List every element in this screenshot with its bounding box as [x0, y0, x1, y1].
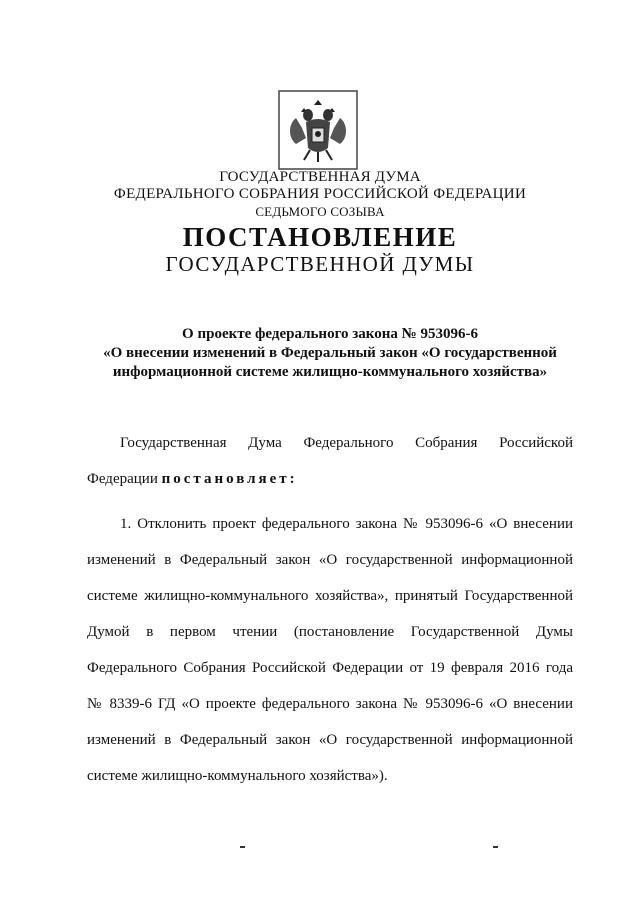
intro-paragraph [87, 425, 573, 497]
item-line: Думой в первом чтении (постановление Государственной Думы [87, 624, 573, 640]
intro-line-2-start: Федерации [87, 471, 158, 487]
header-line-1: ГОСУДАРСТВЕННАЯ ДУМА [219, 169, 421, 185]
subject-line-3: информационной системе жилищно-коммунального хозяйства» [112, 364, 548, 380]
intro-line-1: Государственная Дума Федерального Собрания Российской [120, 435, 573, 451]
item-line: изменений в Федеральный закон «О государственной информационной [87, 732, 573, 748]
item-line: изменений в Федеральный закон «О государственной информационной [87, 552, 573, 568]
item-line: 1. Отклонить проект федерального закона № 953096-6 «О внесении [120, 516, 573, 532]
header-line-2: ФЕДЕРАЛЬНОГО СОБРАНИЯ РОССИЙСКОЙ ФЕДЕРАЦИИ [113, 186, 527, 202]
intro-line-2 [87, 461, 573, 497]
header-line-3: СЕДЬМОГО СОЗЫВА [255, 204, 385, 219]
document-title: ПОСТАНОВЛЕНИЕ [182, 222, 458, 252]
document-subtitle: ГОСУДАРСТВЕННОЙ ДУМЫ [165, 252, 475, 276]
scan-mark [240, 846, 245, 848]
subject-line-2: «О внесении изменений в Федеральный закон «О государственной [103, 345, 557, 361]
item-paragraph [87, 506, 573, 794]
state-emblem-icon [276, 88, 360, 172]
subject-line-1: О проекте федерального закона № 953096-6 [182, 326, 478, 342]
item-line: системе жилищно-коммунального хозяйства», принятый Государственной [87, 588, 573, 604]
scan-mark [493, 846, 498, 848]
subject-block [60, 325, 600, 382]
item-line: № 8339-6 ГД «О проекте федерального закона № 953096-6 «О внесении [87, 696, 573, 712]
decision-word: постановляет: [161, 471, 298, 487]
item-line: системе жилищно-коммунального хозяйства»). [87, 768, 388, 784]
item-line: Федерального Собрания Российской Федерации от 19 февраля 2016 года [87, 660, 573, 676]
